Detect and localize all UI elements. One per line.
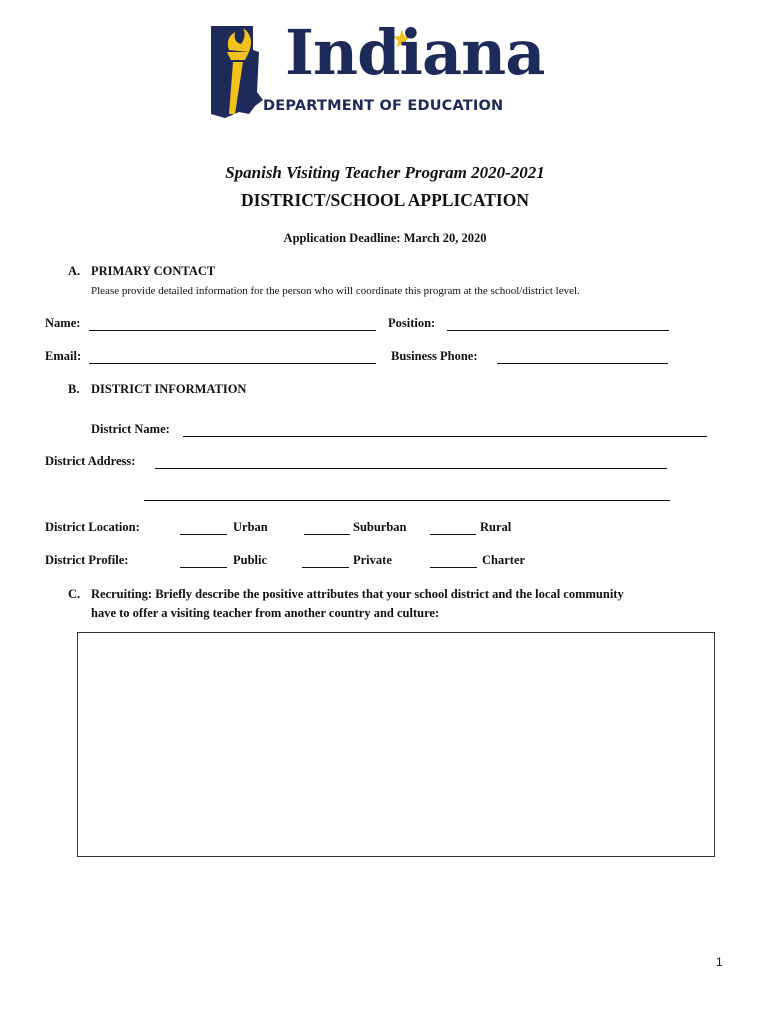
logo-wordmark: Indiana xyxy=(285,16,545,89)
page-number: 1 xyxy=(716,955,723,969)
logo-department: DEPARTMENT OF EDUCATION xyxy=(263,98,504,114)
section-b-letter: B. xyxy=(68,382,80,396)
district-name-label: District Name: xyxy=(91,422,170,436)
recruiting-response-box[interactable] xyxy=(77,632,715,857)
public-checkline[interactable] xyxy=(180,567,227,568)
email-label: Email: xyxy=(45,349,82,363)
section-c-question-line1: Recruiting: Briefly describe the positive attributes that your school district and the local community xyxy=(91,587,624,601)
suburban-option: Suburban xyxy=(353,520,407,534)
application-title: DISTRICT/SCHOOL APPLICATION xyxy=(240,190,529,210)
private-checkline[interactable] xyxy=(302,567,349,568)
public-option: Public xyxy=(233,553,268,567)
section-a-letter: A. xyxy=(68,264,81,278)
name-label: Name: xyxy=(45,316,81,330)
section-c-question-line2: have to offer a visiting teacher from another country and culture: xyxy=(91,606,440,620)
district-profile-label: District Profile: xyxy=(45,553,129,567)
district-address-label: District Address: xyxy=(45,454,136,468)
charter-checkline[interactable] xyxy=(430,567,477,568)
district-location-label: District Location: xyxy=(45,520,140,534)
email-field[interactable] xyxy=(89,363,376,364)
position-label: Position: xyxy=(388,316,436,330)
section-a-instructions: Please provide detailed information for the person who will coordinate this program at the school/district level. xyxy=(91,285,580,297)
program-title: Spanish Visiting Teacher Program 2020-2021 xyxy=(225,163,545,182)
district-address-field-2[interactable] xyxy=(144,500,670,501)
district-address-field[interactable] xyxy=(155,468,667,469)
urban-option: Urban xyxy=(233,520,268,534)
charter-option: Charter xyxy=(482,553,526,567)
idoe-logo xyxy=(205,16,545,122)
district-name-field[interactable] xyxy=(183,436,707,437)
business-phone-field[interactable] xyxy=(497,363,668,364)
position-field[interactable] xyxy=(447,330,669,331)
rural-option: Rural xyxy=(480,520,512,534)
private-option: Private xyxy=(353,553,392,567)
rural-checkline[interactable] xyxy=(430,534,476,535)
application-deadline: Application Deadline: March 20, 2020 xyxy=(283,231,487,245)
section-b-title: DISTRICT INFORMATION xyxy=(91,382,247,396)
business-phone-label: Business Phone: xyxy=(391,349,478,363)
section-c-letter: C. xyxy=(68,587,81,601)
suburban-checkline[interactable] xyxy=(304,534,350,535)
urban-checkline[interactable] xyxy=(180,534,227,535)
name-field[interactable] xyxy=(89,330,376,331)
section-a-title: PRIMARY CONTACT xyxy=(91,264,216,278)
